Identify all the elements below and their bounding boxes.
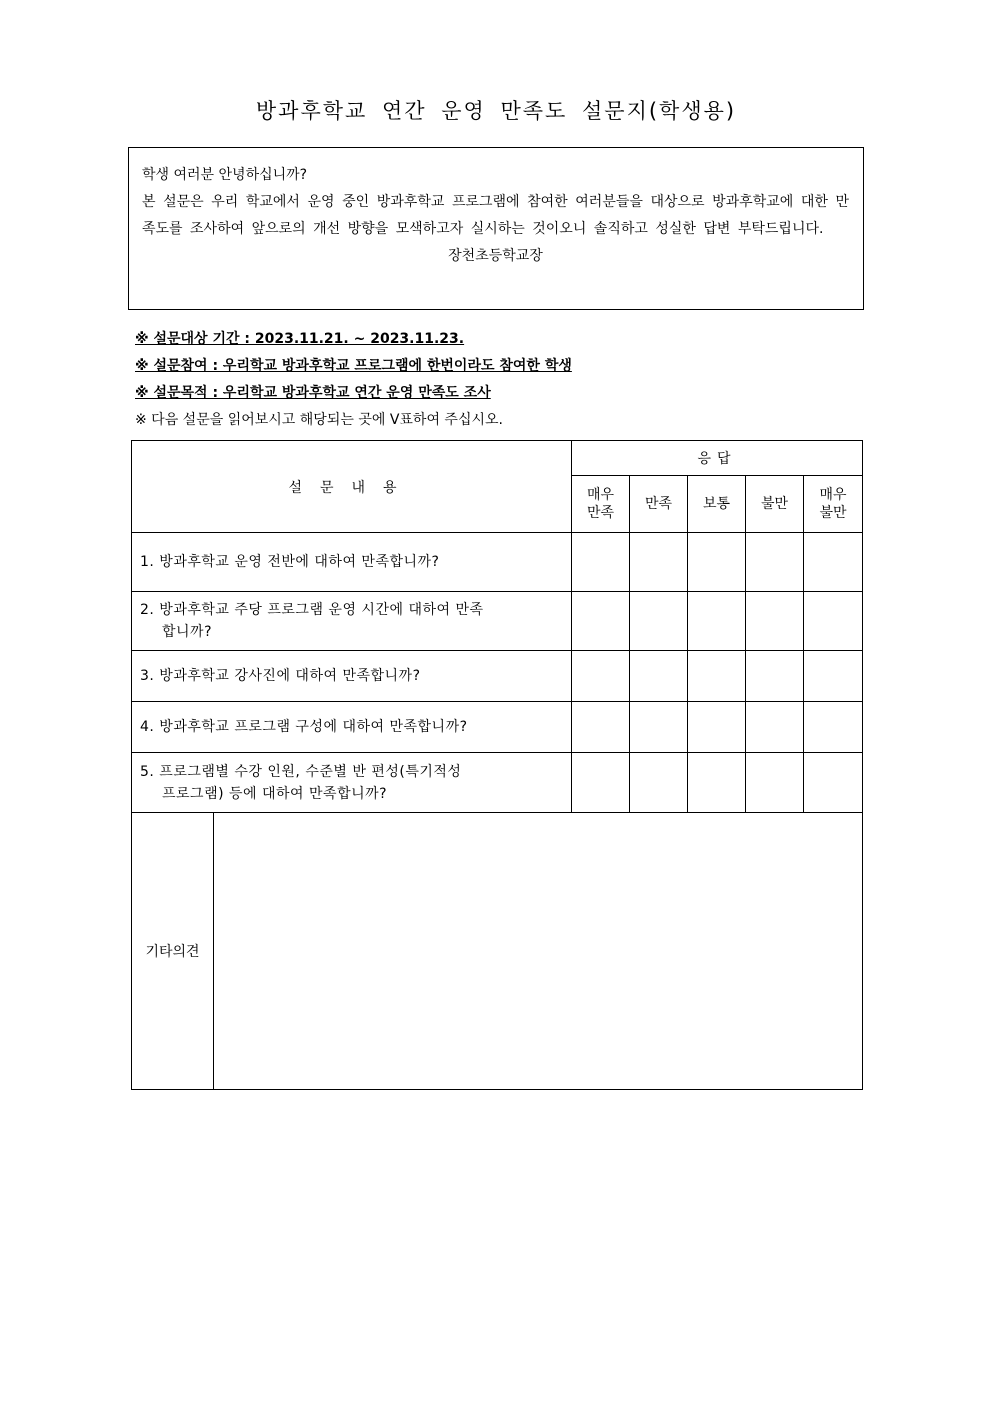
header-response: 응답 [572, 441, 863, 476]
survey-notes [135, 326, 572, 434]
question-line: 5. 프로그램별 수강 인원, 수준별 반 편성(특기적성 [140, 763, 462, 780]
question-text [132, 702, 572, 753]
answer-cell-very-dissatisfied[interactable] [804, 753, 863, 813]
other-opinion-label: 기타의견 [132, 813, 214, 1090]
answer-cell-neutral[interactable] [688, 592, 746, 651]
answer-cell-satisfied[interactable] [630, 753, 688, 813]
header-question: 설문내용 [132, 441, 572, 533]
question-text [132, 651, 572, 702]
question-line: 1. 방과후학교 운영 전반에 대하여 만족합니까? [140, 554, 440, 570]
answer-cell-neutral[interactable] [688, 753, 746, 813]
question-line-cont: 프로그램) 등에 대하여 만족합니까? [162, 785, 388, 802]
option-very-satisfied: 매우 만족 [572, 476, 630, 533]
other-opinion-row [132, 813, 863, 1090]
intro-body: 본 설문은 우리 학교에서 운영 중인 방과후학교 프로그램에 참여한 여러분들을 대상으로 방과후학교에 대한 만족도를 조사하여 앞으로의 개선 방향을 모색하고자 실시하는 것이오니 솔직하고 성실한 답변 부탁드립니다. [142, 194, 849, 237]
option-dissatisfied: 불만 [746, 476, 804, 533]
question-line: 4. 방과후학교 프로그램 구성에 대하여 만족합니까? [140, 719, 468, 735]
option-neutral: 보통 [688, 476, 746, 533]
question-line: 2. 방과후학교 주당 프로그램 운영 시간에 대하여 만족 [140, 602, 484, 618]
page-title: 방과후학교 연간 운영 만족도 설문지(학생용) [255, 99, 737, 123]
question-text [132, 533, 572, 592]
answer-cell-dissatisfied[interactable] [746, 702, 804, 753]
question-row [132, 651, 863, 702]
question-line-cont: 합니까? [162, 624, 213, 640]
question-text [132, 753, 572, 813]
answer-cell-dissatisfied[interactable] [746, 592, 804, 651]
answer-cell-very-satisfied[interactable] [572, 753, 630, 813]
note-participants: ※ 설문참여 : 우리학교 방과후학교 프로그램에 한번이라도 참여한 학생 [135, 358, 572, 374]
answer-cell-dissatisfied[interactable] [746, 651, 804, 702]
answer-cell-satisfied[interactable] [630, 533, 688, 592]
note-instruction: ※ 다음 설문을 읽어보시고 해당되는 곳에 V표하여 주십시오. [135, 412, 503, 428]
option-very-dissatisfied: 매우 불만 [804, 476, 863, 533]
answer-cell-very-satisfied[interactable] [572, 592, 630, 651]
note-purpose: ※ 설문목적 : 우리학교 방과후학교 연간 운영 만족도 조사 [135, 385, 491, 401]
option-satisfied: 만족 [630, 476, 688, 533]
survey-table [131, 440, 863, 1090]
answer-cell-very-dissatisfied[interactable] [804, 533, 863, 592]
intro-box [128, 147, 864, 310]
intro-signature: 장천초등학교장 [448, 248, 543, 264]
answer-cell-neutral[interactable] [688, 533, 746, 592]
answer-cell-neutral[interactable] [688, 651, 746, 702]
answer-cell-very-dissatisfied[interactable] [804, 651, 863, 702]
question-line: 3. 방과후학교 강사진에 대하여 만족합니까? [140, 668, 421, 684]
question-row [132, 592, 863, 651]
question-text [132, 592, 572, 651]
question-row [132, 533, 863, 592]
answer-cell-satisfied[interactable] [630, 592, 688, 651]
answer-cell-very-dissatisfied[interactable] [804, 702, 863, 753]
intro-greeting: 학생 여러분 안녕하십니까? [142, 167, 308, 183]
note-period: ※ 설문대상 기간 : 2023.11.21. ~ 2023.11.23. [135, 331, 465, 347]
answer-cell-neutral[interactable] [688, 702, 746, 753]
answer-cell-very-satisfied[interactable] [572, 651, 630, 702]
answer-cell-satisfied[interactable] [630, 702, 688, 753]
answer-cell-dissatisfied[interactable] [746, 533, 804, 592]
answer-cell-very-dissatisfied[interactable] [804, 592, 863, 651]
answer-cell-very-satisfied[interactable] [572, 702, 630, 753]
question-row [132, 702, 863, 753]
answer-cell-satisfied[interactable] [630, 651, 688, 702]
other-opinion-field[interactable] [214, 813, 863, 1090]
answer-cell-dissatisfied[interactable] [746, 753, 804, 813]
answer-cell-very-satisfied[interactable] [572, 533, 630, 592]
question-row [132, 753, 863, 813]
